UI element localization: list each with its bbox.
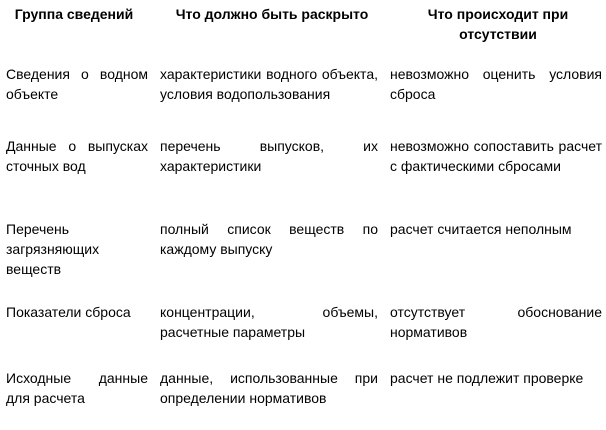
cell-group: Сведения о водном объекте	[6, 66, 148, 102]
cell-disclose: концентрации, объемы, расчетные параметры	[160, 304, 378, 340]
cell-group: Данные о выпусках сточных вод	[6, 138, 148, 174]
cell-missing: невозможно оценить условия сброса	[390, 66, 602, 102]
cell-disclose: полный список веществ по каждому выпуску	[160, 221, 378, 257]
cell-missing: расчет не подлежит проверке	[390, 370, 584, 386]
table-row	[0, 219, 606, 302]
header-missing: Что происходит при отсутствии	[427, 6, 569, 42]
table-row	[0, 368, 606, 412]
table-row	[0, 302, 606, 368]
cell-group: Показатели сброса	[6, 304, 131, 320]
disclosure-table	[0, 4, 606, 412]
cell-disclose: перечень выпусков, их характеристики	[160, 138, 378, 174]
cell-disclose: характеристики водного объекта, условия водопользования	[160, 66, 378, 102]
cell-missing: невозможно сопоставить расчет с фактическими сбросами	[390, 138, 602, 174]
table-header-row	[0, 4, 606, 64]
header-group: Группа сведений	[14, 6, 134, 22]
table-row	[0, 64, 606, 136]
cell-missing: отсутствует обоснование нормативов	[390, 304, 602, 340]
cell-group: Перечень загрязняющих веществ	[6, 221, 100, 277]
cell-disclose: данные, использованные при определении нормативов	[160, 370, 378, 406]
header-disclose: Что должно быть раскрыто	[175, 6, 369, 22]
cell-group: Исходные данные для расчета	[6, 370, 148, 406]
table-row	[0, 136, 606, 219]
cell-missing: расчет считается неполным	[390, 221, 572, 237]
